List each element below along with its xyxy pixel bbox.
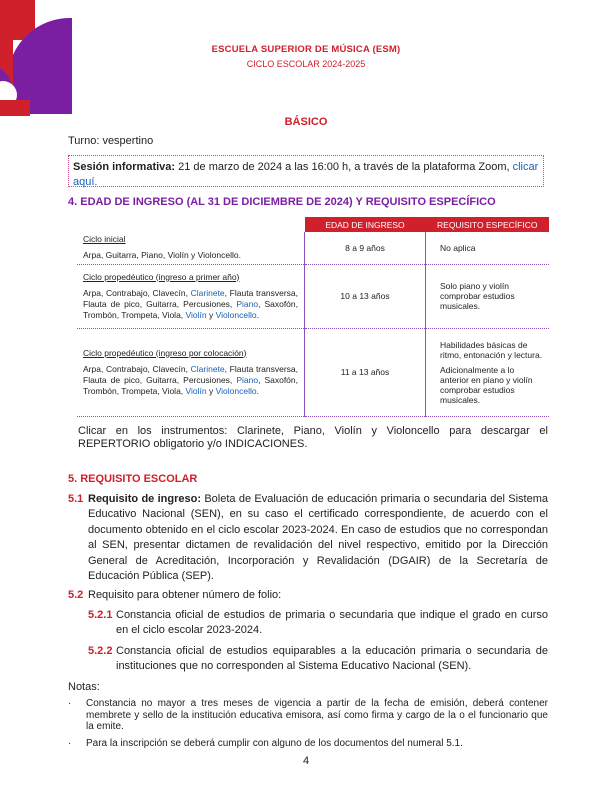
table-header-blank <box>77 217 305 232</box>
cycle-cell <box>77 328 305 416</box>
page-number: 4 <box>302 755 310 767</box>
item-5-2-1 <box>88 608 548 639</box>
item-5-2-2-number: 5.2.2 <box>88 645 113 657</box>
page-header <box>0 44 612 69</box>
instrument-text: Arpa, Contrabajo, Clavecín, <box>83 287 191 298</box>
section-4-title: 4. EDAD DE INGRESO (AL 31 DE DICIEMBRE DE 2024) Y REQUISITO ESPECÍFICO <box>68 196 496 208</box>
item-5-2-1-number: 5.2.1 <box>88 609 113 621</box>
item-5-1 <box>68 492 548 584</box>
table-header-age: EDAD DE INGRESO <box>305 217 426 232</box>
table-row <box>77 264 549 328</box>
item-5-2-2 <box>88 644 548 675</box>
note-item-text: Constancia no mayor a tres meses de vigencia a partir de la fecha de emisión, deberá contener membrete y sello de la institución educativa emisora, así como firma y cargo de la o el funcionario que la emite. <box>86 698 548 732</box>
instrument-link[interactable]: Piano <box>236 298 259 309</box>
school-name: ESCUELA SUPERIOR DE MÚSICA (ESM) <box>211 44 401 55</box>
instrument-link[interactable]: Violín <box>185 385 207 396</box>
table-header-requirement: REQUISITO ESPECÍFICO <box>426 217 550 232</box>
notes-list <box>68 698 548 754</box>
item-5-1-text: Boleta de Evaluación de educación primaria o secundaria del Sistema Educativo Nacional (SEN), en su caso el certificado correspondiente, de acuerdo con el documento obtenido en el ciclo escolar 2023-2024. En caso de estudios que no correspondan al SEN, presentar dictamen de revalidación del nivel respectivo, emitido por la Dirección General de Acreditación, Incorporación y Revalidación (DGAIR) de la Secretaría de Educación Pública (SEP). <box>88 493 548 583</box>
table-row <box>77 232 549 264</box>
item-5-2-number: 5.2 <box>68 589 84 601</box>
item-5-2 <box>68 589 281 601</box>
instrument-link[interactable]: Violoncello <box>215 309 257 320</box>
requirement-text: No aplica <box>440 242 476 253</box>
requirement-text: Adicionalmente a lo anterior en piano y violín comprobar estudios musicales. <box>440 364 533 405</box>
requirement-cell <box>426 328 550 416</box>
info-session-label: Sesión informativa: <box>73 161 176 173</box>
item-5-1-label: Requisito de ingreso: <box>88 493 201 505</box>
instrument-link[interactable]: Clarinete <box>190 287 225 298</box>
notes-title: Notas: <box>68 681 100 693</box>
info-session-box <box>68 155 544 187</box>
cycle-cell <box>77 264 305 328</box>
level-title: BÁSICO <box>284 116 328 128</box>
admission-table <box>77 217 549 417</box>
age-cell: 10 a 13 años <box>305 264 426 328</box>
cycle-name: Ciclo inicial <box>83 234 126 245</box>
cycle-name: Ciclo propedéutico (ingreso por colocación) <box>83 347 247 358</box>
instrument-text: , Saxofón, Trombón, Trompeta, Viola, <box>83 298 298 320</box>
instrument-text: y <box>206 309 216 320</box>
age-cell: 8 a 9 años <box>305 232 426 264</box>
repertoire-note: Clicar en los instrumentos: Clarinete, Piano, Violín y Violoncello para descargar el REPERTORIO obligatorio y/o INDICACIONES. <box>78 425 548 450</box>
instrument-list <box>83 250 298 261</box>
instrument-text: y <box>206 385 216 396</box>
instrument-text: Arpa, Guitarra, Piano, Violín y Violoncello. <box>83 250 241 261</box>
instrument-list <box>83 364 298 397</box>
requirement-text: Habilidades básicas de ritmo, entonación y lectura. <box>440 339 543 360</box>
instrument-text: . <box>256 309 259 320</box>
info-session-text: 21 de marzo de 2024 a las 16:00 h, a través de la plataforma Zoom, <box>175 161 513 173</box>
instrument-list <box>83 288 298 321</box>
instrument-text: Arpa, Contrabajo, Clavecín, <box>83 363 191 374</box>
note-item <box>68 698 548 733</box>
table-row <box>77 328 549 416</box>
note-item <box>68 738 548 750</box>
item-5-2-text: Requisito para obtener número de folio: <box>88 589 282 601</box>
instrument-text: , Flauta transversa, Flauta de pico, Guitarra, Percusiones, <box>83 287 298 309</box>
cycle-name: Ciclo propedéutico (ingreso a primer año) <box>83 271 240 282</box>
item-5-1-number: 5.1 <box>68 493 84 505</box>
turno-text: Turno: vespertino <box>68 135 154 147</box>
school-cycle: CICLO ESCOLAR 2024-2025 <box>246 59 366 69</box>
cycle-cell <box>77 232 305 264</box>
requirement-cell <box>426 232 550 264</box>
instrument-text: , Saxofón, Trombón, Trompeta, Viola, <box>83 374 298 396</box>
instrument-text: , Flauta transversa, Flauta de pico, Guitarra, Percusiones, <box>83 363 298 385</box>
age-cell: 11 a 13 años <box>305 328 426 416</box>
instrument-link[interactable]: Piano <box>236 374 259 385</box>
info-session-link[interactable]: clicar aquí. <box>73 161 539 188</box>
instrument-text: . <box>256 385 259 396</box>
instrument-link[interactable]: Violoncello <box>215 385 257 396</box>
note-item-text: Para la inscripción se deberá cumplir con alguno de los documentos del numeral 5.1. <box>86 737 463 749</box>
item-5-2-2-text: Constancia oficial de estudios equiparables a la educación primaria o secundaria de instituciones que no corresponden al Sistema Educativo Nacional (SEN). <box>116 645 548 673</box>
bullet-icon: · <box>68 737 72 749</box>
requirement-text: Solo piano y violín comprobar estudios musicales. <box>440 281 515 311</box>
section-5-title: 5. REQUISITO ESCOLAR <box>68 473 198 485</box>
requirement-cell <box>426 264 550 328</box>
instrument-link[interactable]: Violín <box>185 309 207 320</box>
instrument-link[interactable]: Clarinete <box>190 363 225 374</box>
bullet-icon: · <box>68 698 72 709</box>
item-5-2-1-text: Constancia oficial de estudios de primaria o secundaria que indique el grado en curso en el ciclo escolar 2023-2024. <box>116 609 548 637</box>
